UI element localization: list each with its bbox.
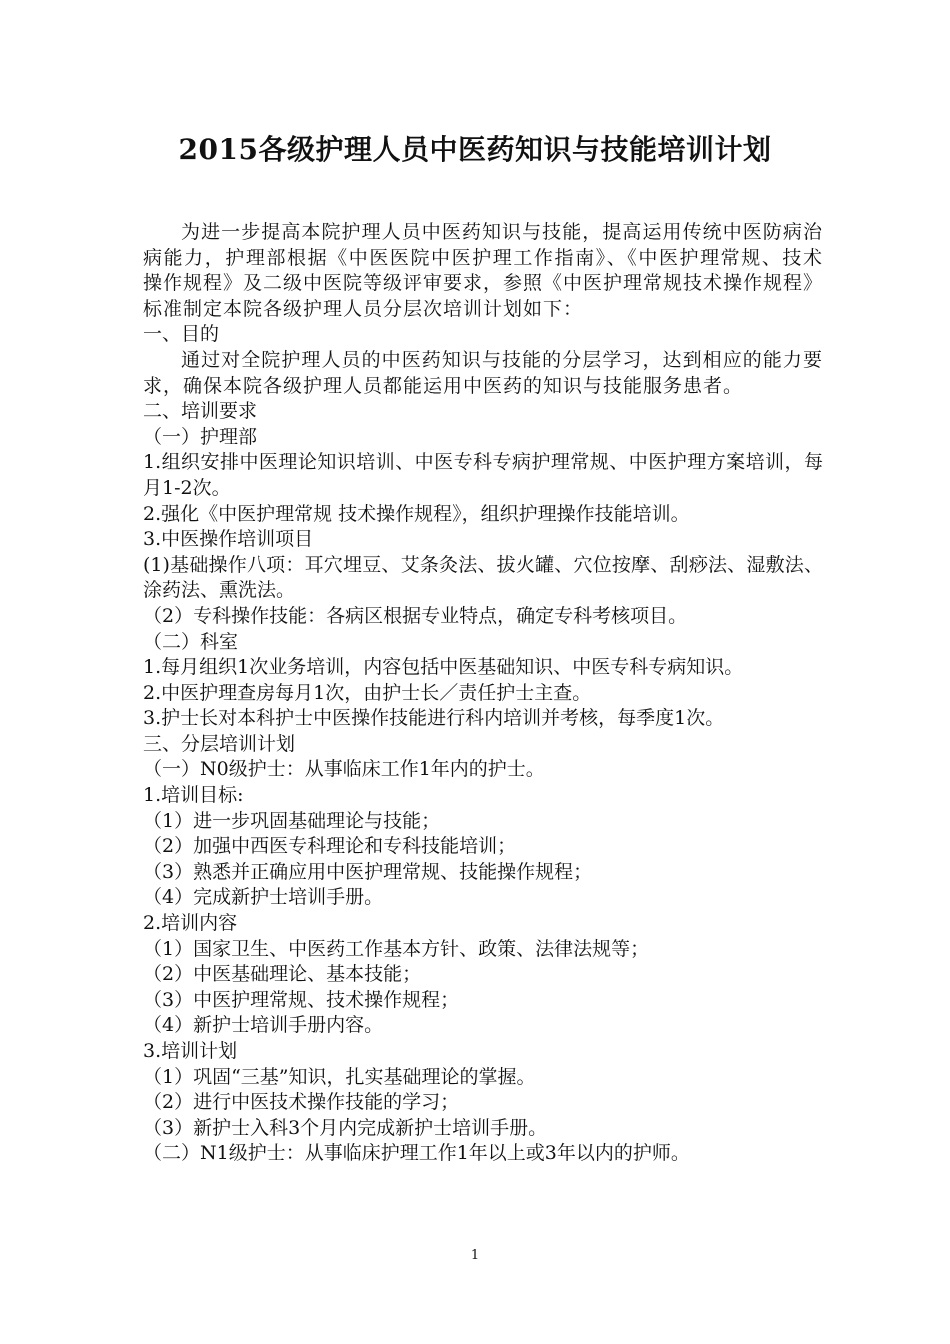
intro-paragraph: 为进一步提高本院护理人员中医药知识与技能，提高运用传统中医防病治病能力，护理部根据《中医医院中医护理工作指南》、《中医护理常规、技术操作规程》及二级中医院等级评审要求，参照《中医护理常规技术操作规程》标准制定本院各级护理人员分层次培训计划如下： <box>143 221 824 320</box>
list-item: （1）巩固“三基”知识，扎实基础理论的掌握。 <box>143 1065 536 1088</box>
document-body <box>143 220 823 1167</box>
subsection-heading-nursing-dept: （一）护理部 <box>143 425 258 448</box>
list-item: 3.护士长对本科护士中医操作技能进行科内培训并考核，每季度1次。 <box>143 707 725 730</box>
subsection-heading-department: （二）科室 <box>143 630 239 653</box>
list-item: （3）新护士入科3个月内完成新护士培训手册。 <box>143 1116 548 1139</box>
subsection-heading-n1: （二）N1级护士：从事临床护理工作1年以上或3年以内的护师。 <box>143 1142 690 1165</box>
list-item: （1）进一步巩固基础理论与技能； <box>143 809 441 832</box>
page-number: 1 <box>470 1248 480 1263</box>
plan-heading: 3.培训计划 <box>143 1040 238 1062</box>
document-title: 2015各级护理人员中医药知识与技能培训计划 <box>178 133 772 166</box>
list-item: （1）国家卫生、中医药工作基本方针、政策、法律法规等； <box>143 937 650 960</box>
list-item: 3.中医操作培训项目 <box>143 528 314 551</box>
list-item: 1.组织安排中医理论知识培训、中医专科专病护理常规、中医护理方案培训，每月1-2次。 <box>143 451 823 499</box>
list-item: （2）加强中西医专科理论和专科技能培训； <box>143 835 517 858</box>
content-heading: 2.培训内容 <box>143 912 238 935</box>
section-heading-tiered-plan: 三、分层培训计划 <box>143 732 296 755</box>
list-item: （4）完成新护士培训手册。 <box>143 886 384 909</box>
section-heading-requirements: 二、培训要求 <box>143 400 258 423</box>
list-item: (1)基础操作八项：耳穴埋豆、艾条灸法、拔火罐、穴位按摩、刮痧法、湿敷法、涂药法、熏洗法。 <box>143 553 823 602</box>
list-item: （2）进行中医技术操作技能的学习； <box>143 1091 460 1114</box>
purpose-paragraph: 通过对全院护理人员的中医药知识与技能的分层学习，达到相应的能力要求，确保本院各级护理人员都能运用中医药的知识与技能服务患者。 <box>143 348 823 397</box>
list-item: （3）中医护理常规、技术操作规程； <box>143 988 460 1011</box>
list-item: 1.每月组织1次业务培训，内容包括中医基础知识、中医专科专病知识。 <box>143 656 744 679</box>
subsection-heading-n0: （一）N0级护士：从事临床工作1年内的护士。 <box>143 758 545 781</box>
list-item: （2）专科操作技能：各病区根据专业特点，确定专科考核项目。 <box>143 604 688 627</box>
list-item: （3）熟悉并正确应用中医护理常规、技能操作规程； <box>143 860 593 883</box>
list-item: （4）新护士培训手册内容。 <box>143 1014 384 1037</box>
list-item: （2）中医基础理论、基本技能； <box>143 963 422 986</box>
list-item: 2.中医护理查房每月1次，由护士长／责任护士主查。 <box>143 681 592 704</box>
goals-heading: 1.培训目标: <box>143 784 244 807</box>
section-heading-purpose: 一、目的 <box>143 323 220 346</box>
list-item: 2.强化《中医护理常规 技术操作规程》，组织护理操作技能培训。 <box>143 502 690 525</box>
